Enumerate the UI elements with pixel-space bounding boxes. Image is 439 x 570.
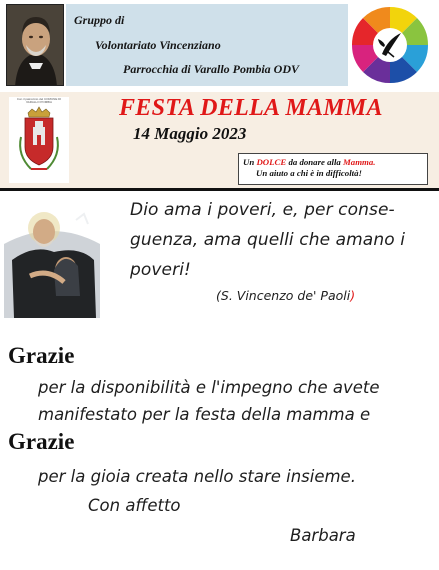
group-line-3: Parrocchia di Varallo Pombia ODV	[123, 62, 300, 76]
group-line-2: Volontariato Vincenziano	[95, 38, 221, 52]
crest-caption: Con il patrocinio del COMUNE DI VARALLO POMBIA	[16, 97, 62, 104]
saint-with-child-icon	[4, 200, 100, 318]
quote-line: poveri!	[130, 260, 191, 280]
letter-body-line: per la gioia creata nello stare insieme.	[38, 467, 356, 486]
group-name-box	[66, 4, 348, 86]
colorful-aperture-logo-icon	[349, 4, 431, 86]
donation-tag-line-2: Un aiuto a chi è in difficoltà!	[256, 168, 362, 178]
letter-body-line: per la disponibilità e l'impegno che avete	[38, 378, 380, 397]
municipal-crest-icon	[9, 97, 69, 183]
quote-attribution: (S. Vincenzo de' Paoli)	[216, 288, 356, 303]
letter-closing: Con affetto	[88, 496, 181, 515]
section-divider	[0, 188, 439, 191]
quote-line: guenza, ama quelli che amano i	[130, 230, 406, 250]
quote-line: Dio ama i poveri, e, per conse-	[130, 200, 395, 220]
event-date: 14 Maggio 2023	[133, 124, 247, 143]
grazie-heading: Grazie	[8, 343, 75, 368]
donation-tag-line-1: Un DOLCE da donare alla Mamma.	[243, 157, 376, 167]
grazie-heading: Grazie	[8, 429, 75, 454]
group-line-1: Gruppo di	[74, 13, 125, 27]
signature: Barbara	[290, 526, 356, 545]
letter-body-line: manifestato per la festa della mamma e	[38, 405, 371, 424]
event-title: FESTA DELLA MAMMA	[119, 95, 383, 121]
saint-portrait-icon	[6, 4, 64, 86]
